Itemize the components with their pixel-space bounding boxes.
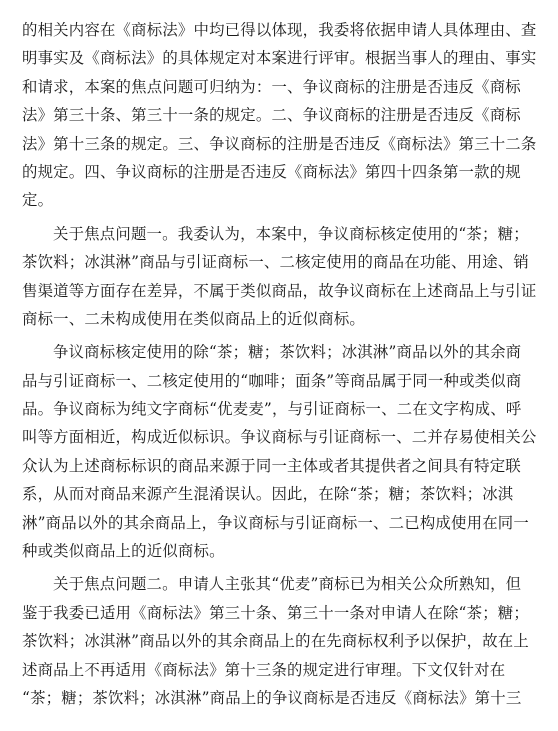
text-line: 商标一、二未构成使用在类似商品上的近似商标。	[22, 309, 365, 328]
text-line: 明事实及《商标法》的具体规定对本案进行评审。根据当事人的理由、事实	[22, 49, 537, 68]
text-line: 众认为上述商标标识的商品来源于同一主体或者其提供者之间具有特定联	[22, 456, 521, 475]
paragraph-first-line: 关于焦点问题一。我委认为，本案中，争议商标核定使用的“茶；糖；	[53, 224, 529, 243]
text-line: 淋”商品以外的其余商品上，争议商标与引证商标一、二已构成使用在同一	[22, 513, 529, 532]
text-line: 种或类似商品上的近似商标。	[22, 542, 225, 561]
text-line: 品与引证商标一、二核定使用的“咖啡；面条”等商品属于同一种或类似商	[22, 371, 522, 390]
text-line: 品。争议商标为纯文字商标“优麦麦”，与引证商标一、二在文字构成、呼	[22, 400, 522, 419]
text-line: 鉴于我委已适用《商标法》第三十条、第三十一条对申请人在除“茶；糖；	[22, 603, 529, 622]
paragraph-first-line: 争议商标核定使用的除“茶；糖；茶饮料；冰淇淋”商品以外的其余商	[53, 343, 522, 362]
text-line: 的相关内容在《商标法》中均已得以体现，我委将依据申请人具体理由、查	[22, 21, 537, 39]
text-line: 述商品上不再适用《商标法》第十三条的规定进行审理。下文仅针对在	[22, 660, 506, 679]
paragraph-first-line: 关于焦点问题二。申请人主张其“优麦”商标已为相关公众所熟知，但	[53, 575, 522, 594]
text-line: 和请求，本案的焦点问题可归纳为：一、争议商标的注册是否违反《商标	[22, 77, 521, 96]
text-line: “茶；糖；茶饮料；冰淇淋”商品上的争议商标是否违反《商标法》第十三	[22, 688, 522, 707]
text-line: 茶饮料；冰淇淋”商品以外的其余商品上的在先商标权利予以保护，故在上	[22, 632, 529, 651]
text-line: 叫等方面相近，构成近似标识。争议商标与引证商标一、二并存易使相关公	[22, 428, 537, 447]
text-line: 法》第十三条的规定。三、争议商标的注册是否违反《商标法》第三十二条	[22, 134, 537, 153]
text-line: 法》第三十条、第三十一条的规定。二、争议商标的注册是否违反《商标	[22, 106, 521, 125]
text-line: 系，从而对商品来源产生混淆误认。因此，在除“茶；糖；茶饮料；冰淇	[22, 485, 514, 504]
text-line: 定。	[22, 191, 54, 210]
text-line: 茶饮料；冰淇淋”商品与引证商标一、二核定使用的商品在功能、用途、销	[22, 253, 529, 272]
text-line: 售渠道等方面存在差异，不属于类似商品，故争议商标在上述商品上与引证	[22, 281, 537, 300]
text-line: 的规定。四、争议商标的注册是否违反《商标法》第四十四条第一款的规	[22, 162, 521, 181]
